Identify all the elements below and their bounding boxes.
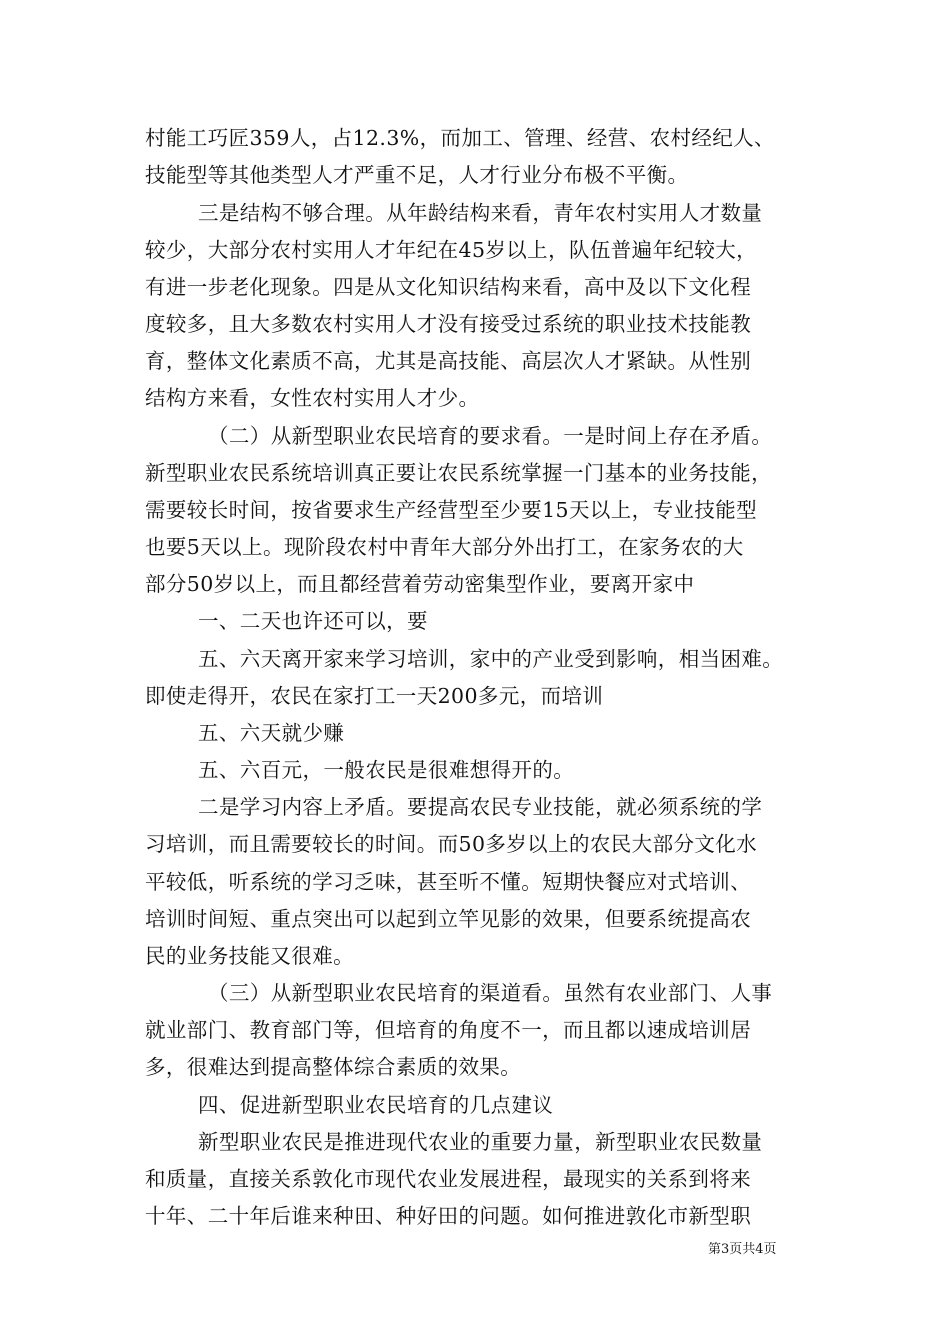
page-number-footer: 第3页共4页 <box>708 1242 777 1257</box>
text-line: 村能工巧匠359人，占12.3%，而加工、管理、经营、农村经纪人、 <box>145 126 775 150</box>
text-line: 育，整体文化素质不高，尤其是高技能、高层次人才紧缺。从性别 <box>145 349 752 373</box>
section-heading: 四、促进新型职业农民培育的几点建议 <box>198 1093 554 1117</box>
text-line: 技能型等其他类型人才严重不足，人才行业分布极不平衡。 <box>145 163 689 187</box>
text-line: 就业部门、教育部门等，但培育的角度不一，而且都以速成培训居 <box>145 1018 752 1042</box>
text-line: 培训时间短、重点突出可以起到立竿见影的效果，但要系统提高农 <box>145 907 752 931</box>
paragraph-start: 一、二天也许还可以，要 <box>198 609 428 633</box>
text-line: 民的业务技能又很难。 <box>145 944 354 968</box>
text-line: 习培训，而且需要较长的时间。而50多岁以上的农民大部分文化水 <box>145 832 758 856</box>
text-line: 也要5天以上。现阶段农村中青年大部分外出打工，在家务农的大 <box>145 535 744 559</box>
text-line: 新型职业农民系统培训真正要让农民系统掌握一门基本的业务技能， <box>145 461 772 485</box>
text-line: 多，很难达到提高整体综合素质的效果。 <box>145 1055 522 1079</box>
text-line: 平较低，听系统的学习乏味，甚至听不懂。短期快餐应对式培训、 <box>145 870 752 894</box>
text-line: 和质量，直接关系敦化市现代农业发展进程，最现实的关系到将来 <box>145 1167 752 1191</box>
text-line: 度较多，且大多数农村实用人才没有接受过系统的职业技术技能教 <box>145 312 752 336</box>
paragraph-start: 三是结构不够合理。从年龄结构来看，青年农村实用人才数量 <box>198 201 763 225</box>
text-line: 即使走得开，农民在家打工一天200多元，而培训 <box>145 684 604 708</box>
section-heading: （三）从新型职业农民培育的渠道看。虽然有农业部门、人事 <box>208 981 773 1005</box>
paragraph-start: 二是学习内容上矛盾。要提高农民专业技能，就必须系统的学 <box>198 795 763 819</box>
paragraph-start: 五、六百元，一般农民是很难想得开的。 <box>198 758 575 782</box>
text-line: 十年、二十年后谁来种田、种好田的问题。如何推进敦化市新型职 <box>145 1204 752 1228</box>
text-line: 较少，大部分农村实用人才年纪在45岁以上，队伍普遍年纪较大， <box>145 238 758 262</box>
paragraph-start: 新型职业农民是推进现代农业的重要力量，新型职业农民数量 <box>198 1130 763 1154</box>
section-heading: （二）从新型职业农民培育的要求看。一是时间上存在矛盾。 <box>208 424 773 448</box>
paragraph-start: 五、六天离开家来学习培训，家中的产业受到影响，相当困难。 <box>198 647 784 671</box>
text-line: 需要较长时间，按省要求生产经营型至少要15天以上，专业技能型 <box>145 498 758 522</box>
text-line: 有进一步老化现象。四是从文化知识结构来看，高中及以下文化程 <box>145 275 752 299</box>
text-line: 部分50岁以上，而且都经营着劳动密集型作业，要离开家中 <box>145 572 695 596</box>
paragraph-start: 五、六天就少赚 <box>198 721 345 745</box>
text-line: 结构方来看，女性农村实用人才少。 <box>145 386 480 410</box>
